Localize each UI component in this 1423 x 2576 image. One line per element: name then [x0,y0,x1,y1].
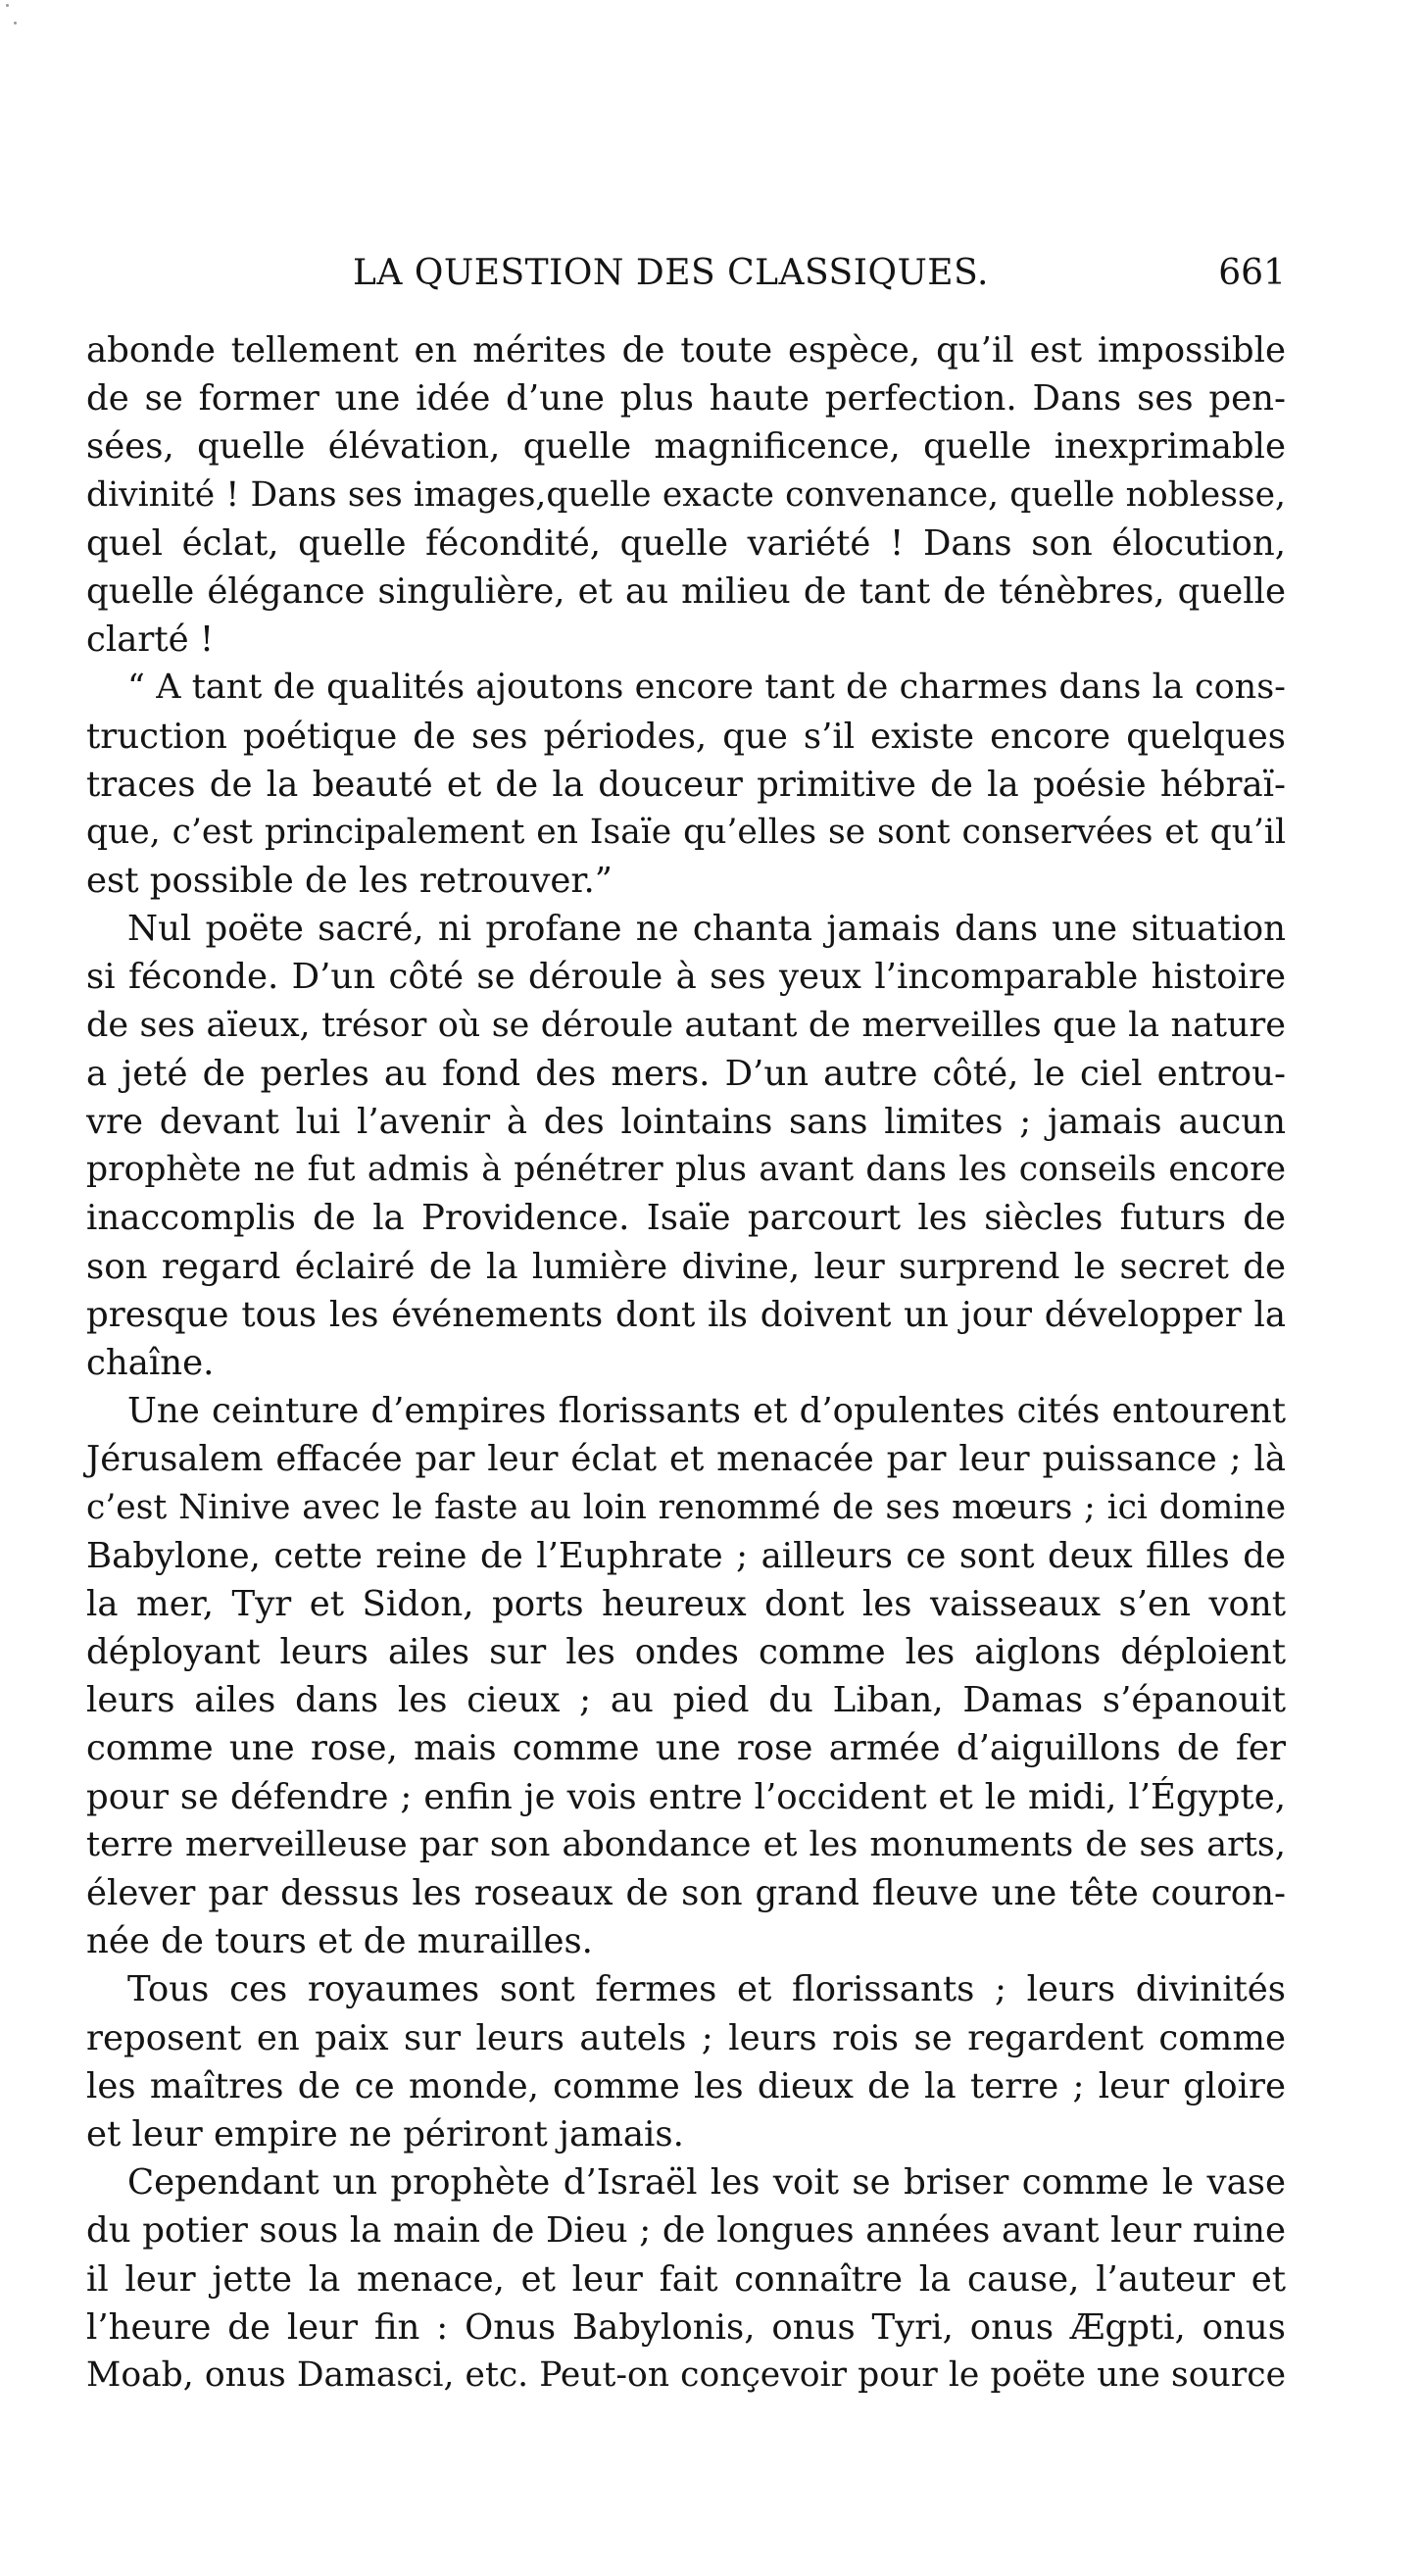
text-line: quelle élégance singulière, et au milieu de tant de ténèbres, quelle [86,570,1286,612]
text-line: la mer, Tyr et Sidon, ports heureux dont les vaisseaux s’en vont [86,1583,1286,1624]
text-line: prophète ne fut admis à pénétrer plus avant dans les conseils encore [86,1150,1286,1190]
text-line: Cependant un prophète d’Israël les voit se briser comme le vase [127,2162,1286,2204]
text-line: pour se défendre ; enfin je vois entre l’occident et le midi, l’Égypte, [86,1776,1286,1817]
text-line: Tous ces royaumes sont fermes et florissants ; leurs divinités [127,1969,1286,2010]
text-line: reposent en paix sur leurs autels ; leurs rois se regardent comme [86,2017,1286,2058]
text-line: quel éclat, quelle fécondité, quelle variété ! Dans son élocution, [86,522,1286,564]
text-line: élever par dessus les roseaux de son grand fleuve une tête couron- [86,1873,1286,1913]
text-line: leurs ailes dans les cieux ; au pied du Liban, Damas s’épanouit [86,1680,1286,1721]
text-line: de se former une idée d’une plus haute perfection. Dans ses pen- [86,378,1286,420]
text-line: terre merveilleuse par son abondance et les monuments de ses arts, [86,1824,1286,1864]
page-header [86,253,1286,306]
text-line: sées, quelle élévation, quelle magnificence, quelle inexprimable [86,426,1286,468]
text-line: “ A tant de qualités ajoutons encore tant de charmes dans la cons- [127,668,1286,708]
text-line: que, c’est principalement en Isaïe qu’elles se sont conservées et qu’il [86,812,1286,852]
paper-speck [6,4,9,7]
paper-speck [14,22,17,25]
text-line: Nul poëte sacré, ni profane ne chanta jamais dans une situation [127,909,1286,950]
text-line: Moab, onus Damasci, etc. Peut-on conçevoir pour le poëte une source [86,2354,1286,2395]
text-line: c’est Ninive avec le faste au loin renommé de ses mœurs ; ici domine [86,1487,1286,1527]
body-text [86,326,1286,2400]
text-line: truction poétique de ses périodes, que s’il existe encore quelques [86,716,1286,757]
text-line: si féconde. D’un côté se déroule à ses yeux l’incomparable histoire [86,957,1286,998]
text-line: de ses aïeux, trésor où se déroule autant de merveilles que la nature [86,1005,1286,1045]
text-line: a jeté de perles au fond des mers. D’un autre côté, le ciel entrou- [86,1053,1286,1094]
text-line: Jérusalem effacée par leur éclat et menacée par leur puissance ; là [86,1439,1286,1480]
text-line: et leur empire ne périront jamais. [86,2113,684,2155]
text-line: il leur jette la menace, et leur fait connaître la cause, l’auteur et [86,2258,1286,2300]
text-line: traces de la beauté et de la douceur primitive de la poésie hébraï- [86,764,1286,805]
page-number: 661 [1218,253,1286,293]
text-line: comme une rose, mais comme une rose armée d’aiguillons de fer [86,1728,1286,1769]
text-line: est possible de les retrouver.” [86,861,613,902]
text-line: presque tous les événements dont ils doivent un jour développer la [86,1294,1286,1335]
text-line: Babylone, cette reine de l’Euphrate ; ailleurs ce sont deux filles de [86,1535,1286,1576]
text-line: chaîne. [86,1342,215,1383]
text-line: vre devant lui l’avenir à des lointains sans limites ; jamais aucun [86,1102,1286,1142]
running-title: LA QUESTION DES CLASSIQUES. [353,253,989,293]
text-line: née de tours et de murailles. [86,1921,593,1962]
text-line: Une ceinture d’empires florissants et d’opulentes cités entourent [127,1391,1286,1432]
text-line: clarté ! [86,619,215,661]
text-line: son regard éclairé de la lumière divine, leur surprend le secret de [86,1246,1286,1287]
text-line: l’heure de leur fin : Onus Babylonis, onus Tyri, onus Ægpti, onus [86,2306,1286,2348]
text-line: divinité ! Dans ses images,quelle exacte convenance, quelle noblesse, [86,474,1286,515]
text-line: déployant leurs ailes sur les ondes comme les aiglons déploient [86,1632,1286,1673]
text-line: du potier sous la main de Dieu ; de longues années avant leur ruine [86,2210,1286,2252]
text-line: les maîtres de ce monde, comme les dieux de la terre ; leur gloire [86,2065,1286,2106]
text-line: inaccomplis de la Providence. Isaïe parcourt les siècles futurs de [86,1198,1286,1239]
text-line: abonde tellement en mérites de toute espèce, qu’il est impossible [86,330,1286,371]
